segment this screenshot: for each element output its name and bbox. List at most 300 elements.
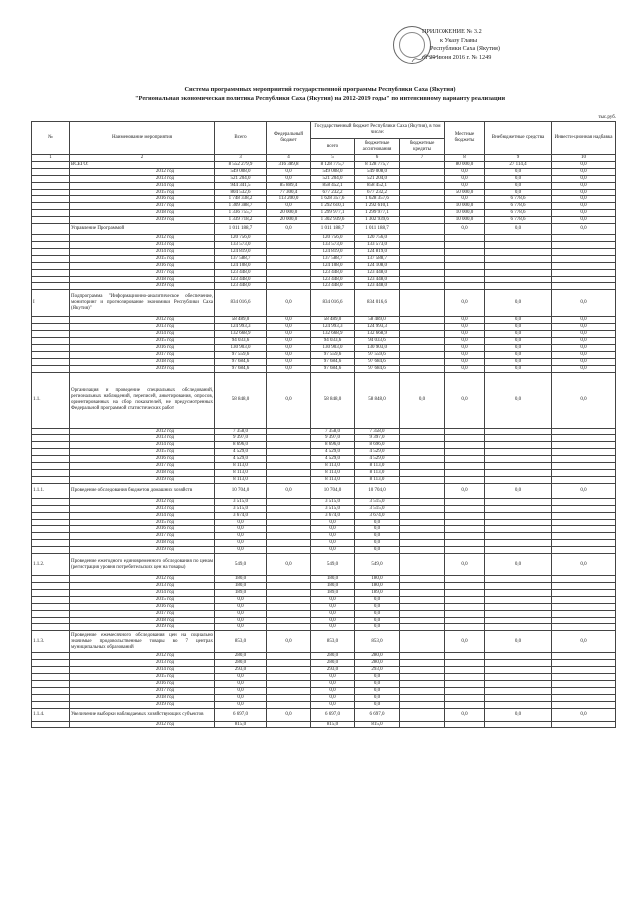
investment-value: 0,0 bbox=[552, 554, 616, 576]
offbudget-value bbox=[485, 687, 552, 694]
table-row bbox=[32, 182, 616, 189]
state-budget-value: 0,0 bbox=[355, 687, 400, 694]
offbudget-value: 0,0 bbox=[485, 344, 552, 351]
row-number bbox=[32, 255, 70, 262]
offbudget-value bbox=[485, 498, 552, 505]
activity-name: 2012 год bbox=[70, 235, 215, 242]
state-total-value: 0,0 bbox=[311, 596, 355, 603]
local-value bbox=[445, 505, 485, 512]
offbudget-value: 0,0 bbox=[485, 189, 552, 196]
state-credit-value bbox=[400, 365, 445, 372]
total-value: 7 358,0 bbox=[215, 428, 267, 435]
local-value: 10 000,0 bbox=[445, 217, 485, 224]
state-credit-value bbox=[400, 582, 445, 589]
total-value: 280,0 bbox=[215, 660, 267, 667]
total-value: 1 748 338,2 bbox=[215, 196, 267, 203]
offbudget-value: 0,0 bbox=[485, 372, 552, 428]
table-row bbox=[32, 463, 616, 470]
federal-value bbox=[267, 442, 311, 449]
local-value bbox=[445, 498, 485, 505]
row-number bbox=[32, 442, 70, 449]
federal-value bbox=[267, 533, 311, 540]
appendix-line-4: от 29 июня 2016 г. № 1249 bbox=[422, 53, 492, 61]
federal-value bbox=[267, 701, 311, 708]
investment-value: 0,0 bbox=[552, 290, 616, 317]
state-budget-value: 853,0 bbox=[355, 631, 400, 653]
investment-value: 0,0 bbox=[552, 217, 616, 224]
row-number bbox=[32, 224, 70, 235]
federal-value: 0,0 bbox=[267, 338, 311, 345]
col-header-local: Местные бюджеты bbox=[445, 122, 485, 155]
col-number: 2 bbox=[70, 155, 215, 162]
total-value: 549,0 bbox=[215, 554, 267, 576]
activity-name: 2012 год bbox=[70, 317, 215, 324]
local-value: 0,0 bbox=[445, 365, 485, 372]
offbudget-value bbox=[485, 449, 552, 456]
row-number bbox=[32, 576, 70, 583]
state-budget-value: 189,0 bbox=[355, 589, 400, 596]
state-budget-value: 7 358,0 bbox=[355, 428, 400, 435]
local-value: 0,0 bbox=[445, 344, 485, 351]
state-budget-value: 97 684,6 bbox=[355, 358, 400, 365]
state-total-value: 815,0 bbox=[311, 721, 355, 728]
row-number bbox=[32, 589, 70, 596]
table-row bbox=[32, 338, 616, 345]
state-budget-value: 0,0 bbox=[355, 540, 400, 547]
federal-value: 0,0 bbox=[267, 317, 311, 324]
investment-value bbox=[552, 255, 616, 262]
offbudget-value bbox=[485, 694, 552, 701]
activity-name: 2013 год bbox=[70, 241, 215, 248]
table-row bbox=[32, 533, 616, 540]
state-total-value: 7 358,0 bbox=[311, 428, 355, 435]
table-row bbox=[32, 189, 616, 196]
investment-value bbox=[552, 589, 616, 596]
offbudget-value bbox=[485, 269, 552, 276]
row-number bbox=[32, 463, 70, 470]
total-value: 0,0 bbox=[215, 533, 267, 540]
federal-value bbox=[267, 624, 311, 631]
state-budget-value: 0,0 bbox=[355, 603, 400, 610]
state-total-value: 1 299 977,1 bbox=[311, 210, 355, 217]
row-number bbox=[32, 512, 70, 519]
investment-value bbox=[552, 582, 616, 589]
row-number bbox=[32, 168, 70, 175]
local-value: 0,0 bbox=[445, 175, 485, 182]
state-credit-value bbox=[400, 505, 445, 512]
state-credit-value bbox=[400, 358, 445, 365]
state-budget-value: 858 452,1 bbox=[355, 182, 400, 189]
table-row bbox=[32, 442, 616, 449]
federal-value: 0,0 bbox=[267, 631, 311, 653]
state-total-value: 0,0 bbox=[311, 610, 355, 617]
offbudget-value: 6 778,6 bbox=[485, 203, 552, 210]
activity-name: 2015 год bbox=[70, 519, 215, 526]
investment-value bbox=[552, 617, 616, 624]
col-number: 5 bbox=[311, 155, 355, 162]
total-value: 94 033,6 bbox=[215, 338, 267, 345]
state-budget-value: 549 008,0 bbox=[355, 168, 400, 175]
col-number: 7 bbox=[400, 155, 445, 162]
total-value: 9 397,0 bbox=[215, 435, 267, 442]
row-number: 1.1.2. bbox=[32, 554, 70, 576]
state-budget-value: 0,0 bbox=[355, 617, 400, 624]
state-budget-value: 549,0 bbox=[355, 554, 400, 576]
table-row bbox=[32, 168, 616, 175]
table-row bbox=[32, 317, 616, 324]
activity-name: 2016 год bbox=[70, 262, 215, 269]
offbudget-value bbox=[485, 667, 552, 674]
local-value: 0,0 bbox=[445, 483, 485, 498]
total-value: 8 552 279,9 bbox=[215, 161, 267, 168]
table-row bbox=[32, 372, 616, 428]
offbudget-value bbox=[485, 463, 552, 470]
total-value: 4 529,0 bbox=[215, 449, 267, 456]
total-value: 8 113,0 bbox=[215, 476, 267, 483]
total-value: 123 448,0 bbox=[215, 283, 267, 290]
total-value: 8 113,0 bbox=[215, 470, 267, 477]
activity-name: 2019 год bbox=[70, 701, 215, 708]
offbudget-value bbox=[485, 533, 552, 540]
activity-name: 2017 год bbox=[70, 610, 215, 617]
col-number: 6 bbox=[355, 155, 400, 162]
table-row bbox=[32, 365, 616, 372]
state-credit-value bbox=[400, 576, 445, 583]
table-row bbox=[32, 505, 616, 512]
state-total-value: 3 515,0 bbox=[311, 498, 355, 505]
table-row bbox=[32, 610, 616, 617]
local-value bbox=[445, 610, 485, 617]
state-budget-value: 834 016,6 bbox=[355, 290, 400, 317]
row-number bbox=[32, 276, 70, 283]
local-value: 0,0 bbox=[445, 317, 485, 324]
local-value bbox=[445, 589, 485, 596]
federal-value bbox=[267, 687, 311, 694]
state-budget-value: 0,0 bbox=[355, 701, 400, 708]
federal-value: 0,0 bbox=[267, 175, 311, 182]
federal-value bbox=[267, 512, 311, 519]
state-credit-value bbox=[400, 351, 445, 358]
row-number bbox=[32, 182, 70, 189]
total-value: 280,0 bbox=[215, 653, 267, 660]
offbudget-value bbox=[485, 235, 552, 242]
offbudget-value bbox=[485, 674, 552, 681]
offbudget-value: 0,0 bbox=[485, 290, 552, 317]
federal-value bbox=[267, 498, 311, 505]
activity-name: 2018 год bbox=[70, 358, 215, 365]
federal-value bbox=[267, 660, 311, 667]
table-row bbox=[32, 554, 616, 576]
state-credit-value bbox=[400, 235, 445, 242]
state-total-value: 189,0 bbox=[311, 589, 355, 596]
state-credit-value bbox=[400, 653, 445, 660]
col-number: 3 bbox=[215, 155, 267, 162]
total-value: 133 573,0 bbox=[215, 241, 267, 248]
activity-name: 2014 год bbox=[70, 182, 215, 189]
activity-name: 2013 год bbox=[70, 582, 215, 589]
offbudget-value: 0,0 bbox=[485, 358, 552, 365]
total-value: 549 008,0 bbox=[215, 168, 267, 175]
investment-value bbox=[552, 262, 616, 269]
state-total-value: 97 559,6 bbox=[311, 351, 355, 358]
local-value bbox=[445, 603, 485, 610]
local-value bbox=[445, 674, 485, 681]
total-value: 3 674,0 bbox=[215, 512, 267, 519]
state-total-value: 8 696,0 bbox=[311, 442, 355, 449]
offbudget-value bbox=[485, 540, 552, 547]
row-number bbox=[32, 680, 70, 687]
total-value: 834 016,6 bbox=[215, 290, 267, 317]
investment-value bbox=[552, 519, 616, 526]
col-header-num: № bbox=[32, 122, 70, 155]
activity-name: 2012 год bbox=[70, 576, 215, 583]
federal-value bbox=[267, 255, 311, 262]
document-title bbox=[0, 85, 640, 103]
total-value: 58 489,0 bbox=[215, 317, 267, 324]
investment-value bbox=[552, 248, 616, 255]
state-total-value: 0,0 bbox=[311, 533, 355, 540]
investment-value bbox=[552, 701, 616, 708]
total-value: 0,0 bbox=[215, 701, 267, 708]
state-total-value: 834 016,6 bbox=[311, 290, 355, 317]
table-row bbox=[32, 175, 616, 182]
state-credit-value bbox=[400, 262, 445, 269]
total-value: 137 588,7 bbox=[215, 255, 267, 262]
investment-value: 0,0 bbox=[552, 372, 616, 428]
state-total-value: 4 529,0 bbox=[311, 449, 355, 456]
state-budget-value: 3 515,0 bbox=[355, 498, 400, 505]
total-value: 0,0 bbox=[215, 624, 267, 631]
federal-value bbox=[267, 519, 311, 526]
row-number bbox=[32, 365, 70, 372]
col-header-state-all: всего bbox=[311, 139, 355, 155]
table-row bbox=[32, 269, 616, 276]
state-budget-value: 677 232,2 bbox=[355, 189, 400, 196]
state-budget-value: 280,0 bbox=[355, 660, 400, 667]
table-row bbox=[32, 576, 616, 583]
total-value: 120 756,0 bbox=[215, 235, 267, 242]
row-number bbox=[32, 610, 70, 617]
activity-name: 2017 год bbox=[70, 269, 215, 276]
state-budget-value: 1 292 610,1 bbox=[355, 203, 400, 210]
state-budget-value: 0,0 bbox=[355, 680, 400, 687]
investment-value: 0,0 bbox=[552, 338, 616, 345]
table-row bbox=[32, 589, 616, 596]
offbudget-value bbox=[485, 576, 552, 583]
offbudget-value bbox=[485, 701, 552, 708]
row-number bbox=[32, 241, 70, 248]
state-credit-value bbox=[400, 435, 445, 442]
state-credit-value bbox=[400, 610, 445, 617]
activity-name: 2015 год bbox=[70, 674, 215, 681]
activity-name: 2012 год bbox=[70, 498, 215, 505]
offbudget-value: 0,0 bbox=[485, 324, 552, 331]
table-row bbox=[32, 476, 616, 483]
state-credit-value bbox=[400, 442, 445, 449]
local-value bbox=[445, 235, 485, 242]
state-credit-value bbox=[400, 161, 445, 168]
offbudget-value: 6 778,6 bbox=[485, 196, 552, 203]
state-budget-value: 6 697,0 bbox=[355, 708, 400, 721]
activity-name: 2014 год bbox=[70, 667, 215, 674]
offbudget-value bbox=[485, 526, 552, 533]
state-credit-value bbox=[400, 344, 445, 351]
local-value bbox=[445, 526, 485, 533]
local-value bbox=[445, 512, 485, 519]
total-value: 853,0 bbox=[215, 631, 267, 653]
state-budget-value: 124 819,0 bbox=[355, 248, 400, 255]
federal-value bbox=[267, 680, 311, 687]
state-credit-value bbox=[400, 269, 445, 276]
local-value bbox=[445, 262, 485, 269]
state-budget-value: 0,0 bbox=[355, 519, 400, 526]
table-row bbox=[32, 603, 616, 610]
table-row bbox=[32, 547, 616, 554]
state-total-value: 3 515,0 bbox=[311, 505, 355, 512]
state-credit-value bbox=[400, 694, 445, 701]
local-value bbox=[445, 582, 485, 589]
state-total-value: 521 204,0 bbox=[311, 175, 355, 182]
state-credit-value bbox=[400, 526, 445, 533]
state-total-value: 0,0 bbox=[311, 701, 355, 708]
activity-name: 2018 год bbox=[70, 276, 215, 283]
table-row bbox=[32, 498, 616, 505]
table-row bbox=[32, 248, 616, 255]
row-number bbox=[32, 248, 70, 255]
row-number bbox=[32, 498, 70, 505]
state-total-value: 0,0 bbox=[311, 526, 355, 533]
investment-value: 0,0 bbox=[552, 224, 616, 235]
state-budget-value: 0,0 bbox=[355, 526, 400, 533]
federal-value: 0,0 bbox=[267, 224, 311, 235]
total-value: 3 515,0 bbox=[215, 505, 267, 512]
activity-name: 2015 год bbox=[70, 449, 215, 456]
state-budget-value: 133 573,0 bbox=[355, 241, 400, 248]
state-total-value: 3 674,0 bbox=[311, 512, 355, 519]
table-row bbox=[32, 351, 616, 358]
federal-value bbox=[267, 540, 311, 547]
local-value: 0,0 bbox=[445, 358, 485, 365]
table-row bbox=[32, 358, 616, 365]
row-number bbox=[32, 456, 70, 463]
federal-value bbox=[267, 456, 311, 463]
total-value: 97 559,6 bbox=[215, 351, 267, 358]
state-total-value: 124 108,0 bbox=[311, 262, 355, 269]
offbudget-value: 0,0 bbox=[485, 365, 552, 372]
activity-name: 2012 год bbox=[70, 428, 215, 435]
state-credit-value bbox=[400, 519, 445, 526]
activity-name: 2016 год bbox=[70, 196, 215, 203]
state-total-value: 97 684,6 bbox=[311, 358, 355, 365]
row-number bbox=[32, 344, 70, 351]
local-value bbox=[445, 435, 485, 442]
table-row bbox=[32, 324, 616, 331]
state-total-value: 0,0 bbox=[311, 694, 355, 701]
state-total-value: 180,0 bbox=[311, 582, 355, 589]
state-budget-value: 1 302 939,6 bbox=[355, 217, 400, 224]
local-value: 10 000,0 bbox=[445, 203, 485, 210]
state-credit-value bbox=[400, 554, 445, 576]
state-budget-value: 0,0 bbox=[355, 596, 400, 603]
state-credit-value bbox=[400, 624, 445, 631]
state-credit-value bbox=[400, 667, 445, 674]
state-credit-value bbox=[400, 338, 445, 345]
row-number: 1.1.4. bbox=[32, 708, 70, 721]
state-budget-value: 0,0 bbox=[355, 610, 400, 617]
state-budget-value: 180,0 bbox=[355, 576, 400, 583]
activity-name: 2018 год bbox=[70, 617, 215, 624]
activity-name: Подпрограмма "Информационно-аналитическое обеспечение, мониторинг и прогнозирование экономики Республики Саха (Якутия)" bbox=[70, 290, 215, 317]
offbudget-value bbox=[485, 435, 552, 442]
offbudget-value bbox=[485, 442, 552, 449]
investment-value bbox=[552, 498, 616, 505]
state-credit-value bbox=[400, 255, 445, 262]
state-total-value: 0,0 bbox=[311, 603, 355, 610]
activity-name: 2012 год bbox=[70, 653, 215, 660]
offbudget-value bbox=[485, 603, 552, 610]
row-number bbox=[32, 449, 70, 456]
state-budget-value: 180,0 bbox=[355, 582, 400, 589]
state-budget-value: 3 674,0 bbox=[355, 512, 400, 519]
investment-value: 0,0 bbox=[552, 203, 616, 210]
federal-value bbox=[267, 241, 311, 248]
state-budget-value: 815,0 bbox=[355, 721, 400, 728]
total-value: 130 903,0 bbox=[215, 344, 267, 351]
state-budget-value: 130 903,0 bbox=[355, 344, 400, 351]
offbudget-value: 0,0 bbox=[485, 708, 552, 721]
activity-name: 2019 год bbox=[70, 624, 215, 631]
state-credit-value bbox=[400, 276, 445, 283]
investment-value: 0,0 bbox=[552, 708, 616, 721]
state-budget-value: 97 559,6 bbox=[355, 351, 400, 358]
table-row bbox=[32, 161, 616, 168]
investment-value bbox=[552, 449, 616, 456]
offbudget-value: 0,0 bbox=[485, 483, 552, 498]
total-value: 124 993,3 bbox=[215, 324, 267, 331]
offbudget-value bbox=[485, 589, 552, 596]
total-value: 521 204,0 bbox=[215, 175, 267, 182]
local-value: 0,0 bbox=[445, 196, 485, 203]
investment-value bbox=[552, 653, 616, 660]
table-row bbox=[32, 674, 616, 681]
state-total-value: 94 033,6 bbox=[311, 338, 355, 345]
local-value bbox=[445, 694, 485, 701]
investment-value bbox=[552, 470, 616, 477]
state-total-value: 8 128 775,7 bbox=[311, 161, 355, 168]
state-credit-value bbox=[400, 721, 445, 728]
table-row bbox=[32, 344, 616, 351]
federal-value bbox=[267, 603, 311, 610]
total-value: 8 696,0 bbox=[215, 442, 267, 449]
investment-value bbox=[552, 276, 616, 283]
state-credit-value bbox=[400, 631, 445, 653]
total-value: 0,0 bbox=[215, 674, 267, 681]
federal-value bbox=[267, 428, 311, 435]
total-value: 0,0 bbox=[215, 526, 267, 533]
state-total-value: 8 113,0 bbox=[311, 476, 355, 483]
state-total-value: 123 448,0 bbox=[311, 283, 355, 290]
row-number bbox=[32, 694, 70, 701]
local-value bbox=[445, 617, 485, 624]
state-credit-value bbox=[400, 449, 445, 456]
row-number bbox=[32, 358, 70, 365]
total-value: 804 532,6 bbox=[215, 189, 267, 196]
row-number bbox=[32, 667, 70, 674]
state-budget-value: 123 448,0 bbox=[355, 283, 400, 290]
offbudget-value bbox=[485, 596, 552, 603]
state-credit-value bbox=[400, 540, 445, 547]
state-total-value: 0,0 bbox=[311, 547, 355, 554]
